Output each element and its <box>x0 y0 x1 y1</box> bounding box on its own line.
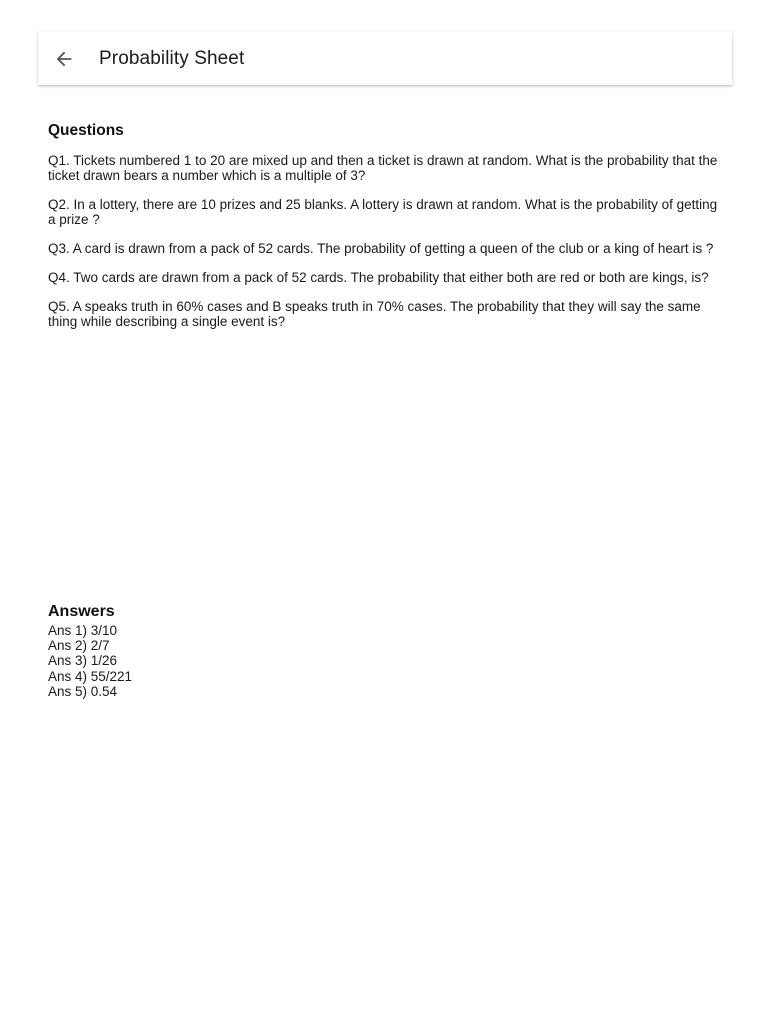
back-button[interactable] <box>50 45 78 73</box>
answer-5: Ans 5) 0.54 <box>48 683 118 699</box>
answers-heading: Answers <box>48 603 115 620</box>
answer-2: Ans 2) 2/7 <box>48 638 110 654</box>
question-2: Q2. In a lottery, there are 10 prizes and 25 blanks. A lottery is drawn at random. What is the probability of getting a prize ? <box>48 197 718 227</box>
answer-1: Ans 1) 3/10 <box>48 623 118 638</box>
answer-4: Ans 4) 55/221 <box>48 668 133 684</box>
question-1: Q1. Tickets numbered 1 to 20 are mixed up and then a ticket is drawn at random. What is the probability that the ticket drawn bears a number which is a multiple of 3? <box>48 153 718 183</box>
question-3: Q3. A card is drawn from a pack of 52 cards. The probability of getting a queen of the club or a king of heart is ? <box>48 241 714 256</box>
answers-section <box>48 603 724 699</box>
arrow-back-icon <box>53 48 75 70</box>
question-5: Q5. A speaks truth in 60% cases and B speaks truth in 70% cases. The probability that they will say the same thing while describing a single event is? <box>48 299 701 329</box>
questions-section <box>48 122 724 343</box>
questions-heading: Questions <box>48 122 124 139</box>
page-title: Probability Sheet <box>99 47 245 69</box>
app-bar <box>38 32 732 85</box>
answer-3: Ans 3) 1/26 <box>48 653 118 669</box>
question-4: Q4. Two cards are drawn from a pack of 52 cards. The probability that either both are red or both are kings, is? <box>48 270 709 285</box>
